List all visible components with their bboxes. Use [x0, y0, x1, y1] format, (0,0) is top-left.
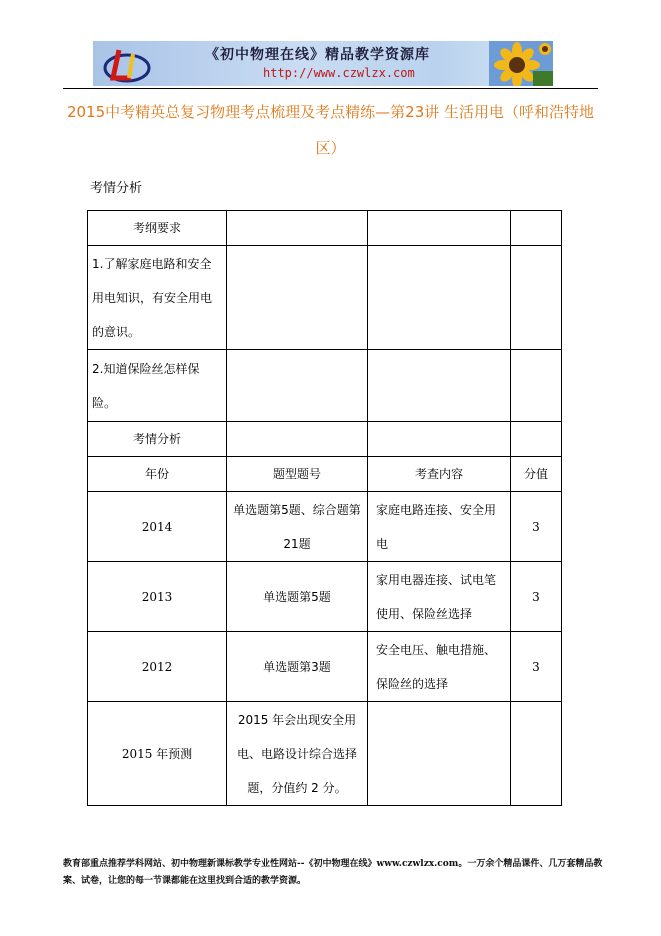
table-row: [88, 492, 562, 562]
year-cell: 2014: [88, 492, 227, 562]
column-header-year: 年份: [88, 457, 227, 492]
score-cell: 3: [511, 492, 562, 562]
table-row: [88, 211, 562, 246]
table-row: [88, 246, 562, 350]
analysis-header: 考情分析: [88, 422, 227, 457]
site-url[interactable]: http://www.czwlzx.com: [263, 66, 415, 80]
content-cell: 家庭电路连接、安全用电: [368, 492, 511, 562]
score-cell: 3: [511, 562, 562, 632]
sunflower-icon: [489, 41, 553, 86]
year-cell: 2013: [88, 562, 227, 632]
forecast-text-cell: 2015 年会出现安全用电、电路设计综合选择题，分值约 2 分。: [227, 702, 368, 806]
column-header-score: 分值: [511, 457, 562, 492]
question-type-cell: 单选题第3题: [227, 632, 368, 702]
question-type-cell: 单选题第5题: [227, 562, 368, 632]
requirement-1: 1.了解家庭电路和安全用电知识，有安全用电的意识。: [88, 246, 227, 350]
table-row: [88, 562, 562, 632]
table-row: [88, 350, 562, 422]
requirement-2: 2.知道保险丝怎样保险。: [88, 350, 227, 422]
footer-text: 教育部重点推荐学科网站、初中物理新课标教学专业性网站--《初中物理在线》www.czwlzx.com。一万余个精品课件、几万套精品教案、试卷，让您的每一节课都能在这里找到合适的教学资源。: [63, 859, 603, 886]
table-row: [88, 702, 562, 806]
year-cell: 2012: [88, 632, 227, 702]
site-name: 《初中物理在线》精品教学资源库: [205, 47, 430, 63]
column-header-content: 考查内容: [368, 457, 511, 492]
header-rule: [63, 88, 598, 89]
score-cell: 3: [511, 632, 562, 702]
content-cell: 安全电压、触电措施、保险丝的选择: [368, 632, 511, 702]
syllabus-header: 考纲要求: [88, 211, 227, 246]
content-cell: 家用电器连接、试电笔使用、保险丝选择: [368, 562, 511, 632]
section-label: 考情分析: [90, 181, 143, 196]
table-header-row: [88, 457, 562, 492]
table-row: [88, 632, 562, 702]
column-header-type: 题型题号: [227, 457, 368, 492]
exam-analysis-table: [87, 210, 562, 806]
document-title: 2015中考精英总复习物理考点梳理及考点精练—第23讲 生活用电（呼和浩特地区）: [66, 103, 595, 157]
site-logo-icon: [101, 44, 157, 84]
table-row: [88, 422, 562, 457]
forecast-year-cell: 2015 年预测: [88, 702, 227, 806]
header-banner: [93, 41, 553, 86]
question-type-cell: 单选题第5题、综合题第21题: [227, 492, 368, 562]
